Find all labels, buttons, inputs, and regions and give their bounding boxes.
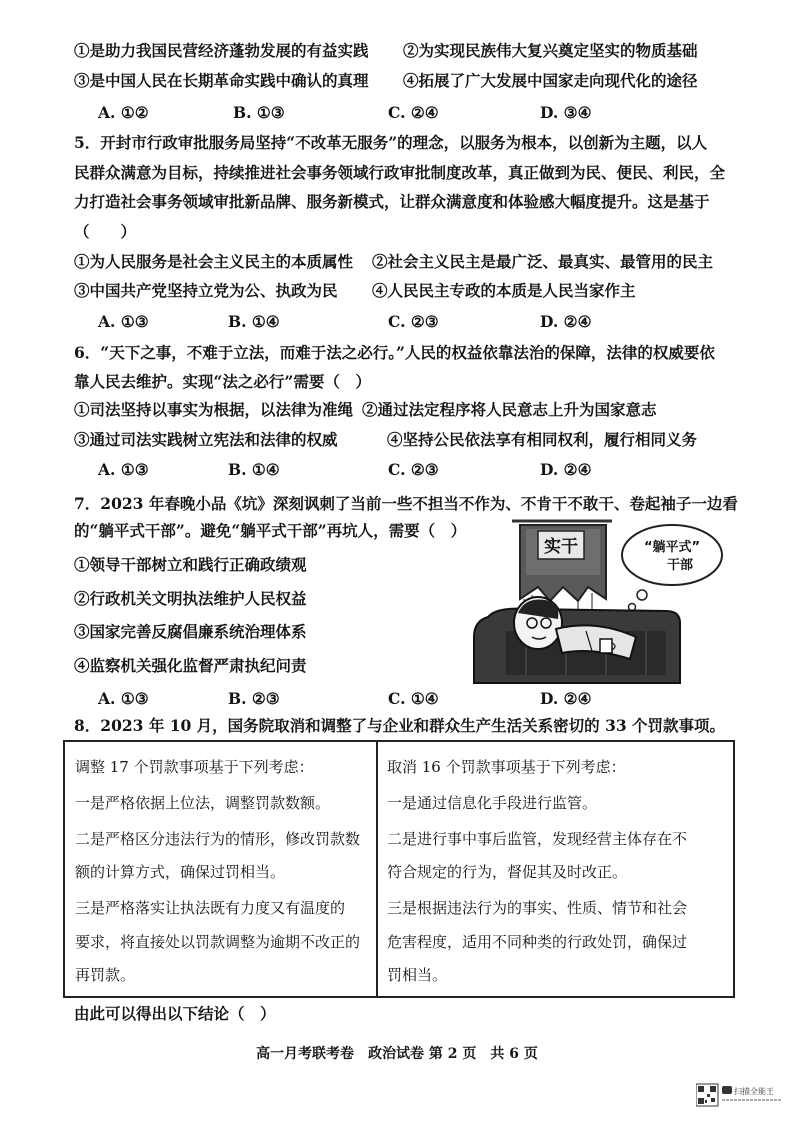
cartoon-lying-flat-cadre — [466, 519, 724, 687]
cartoon-bubble-line2: 干部 — [666, 558, 694, 573]
answer-a[interactable]: A. ①③ — [98, 460, 149, 479]
q7-option-4: ④监察机关强化监督严肃执纪问责 — [74, 656, 307, 675]
answer-b[interactable]: B. ①③ — [233, 103, 285, 122]
answer-b[interactable]: B. ②③ — [228, 689, 280, 708]
answer-c[interactable]: C. ②④ — [388, 103, 439, 122]
q8-stem-line1: 8．2023 年 10 月，国务院取消和调整了与企业和群众生产生活关系密切的 33 个罚款事项。 — [74, 716, 726, 735]
answer-d[interactable]: D. ②④ — [540, 460, 592, 479]
table-left-line: 二是严格区分违法行为的情形，修改罚款数 — [75, 830, 361, 848]
answer-d[interactable]: D. ③④ — [540, 103, 592, 122]
q5-option-3: ③中国共产党坚持立党为公、执政为民 — [74, 281, 338, 300]
q6-stem-line2: 靠人民去维护。实现“法之必行”需要（ ） — [74, 372, 371, 391]
scanner-watermark — [696, 1082, 786, 1110]
cartoon-bubble-line1: “躺平式” — [643, 540, 701, 555]
answer-d[interactable]: D. ②④ — [540, 312, 592, 331]
q4-option-1: ①是助力我国民营经济蓬勃发展的有益实践 — [74, 41, 369, 60]
table-right-line: 二是进行事中事后监管，发现经营主体存在不 — [387, 830, 688, 848]
answer-b[interactable]: B. ①④ — [228, 312, 280, 331]
table-left-line: 一是严格依据上位法，调整罚款数额。 — [75, 794, 331, 812]
q8-conclusion: 由此可以得出以下结论（ ） — [74, 1004, 276, 1023]
table-right-line: 符合规定的行为，督促其及时改正。 — [387, 863, 628, 881]
q6-option-1: ①司法坚持以事实为根据，以法律为准绳 — [74, 400, 354, 419]
q4-option-4: ④拓展了广大发展中国家走向现代化的途径 — [403, 71, 698, 90]
watermark-text: 扫描全能王 — [734, 1087, 774, 1096]
q8-table — [63, 740, 735, 998]
table-left-line: 三是严格落实让执法既有力度又有温度的 — [75, 899, 346, 917]
answer-c[interactable]: C. ①④ — [388, 689, 439, 708]
answer-c[interactable]: C. ②③ — [388, 460, 439, 479]
q5-option-2: ②社会主义民主是最广泛、最真实、最管用的民主 — [372, 252, 714, 271]
q7-stem-line1: 7．2023 年春晚小品《坑》深刻讽刺了当前一些不担当不作为、不肯干不敢干、卷起袖子一边看 — [74, 494, 738, 513]
answer-b[interactable]: B. ①④ — [228, 460, 280, 479]
q6-option-4: ④坚持公民依法享有相同权利，履行相同义务 — [387, 430, 698, 449]
q5-option-4: ④人民民主专政的本质是人民当家作主 — [372, 281, 636, 300]
cartoon-banner-text: 实干 — [544, 537, 578, 557]
q5-stem-line3: 力打造社会事务领域审批新品牌、服务新模式，让群众满意度和体验感大幅度提升。这是基于 — [74, 192, 710, 211]
answer-d[interactable]: D. ②④ — [540, 689, 592, 708]
page-footer: 高一月考联考卷 政治试卷 第 2 页 共 6 页 — [256, 1046, 538, 1062]
q6-option-3: ③通过司法实践树立宪法和法律的权威 — [74, 430, 338, 449]
q5-stem-line2: 民群众满意为目标，持续推进社会事务领域行政审批制度改革，真正做到为民、便民、利民，全 — [74, 163, 726, 182]
table-right-line: 一是通过信息化手段进行监管。 — [387, 794, 598, 812]
q7-stem-line2: 的“躺平式干部”。避免“躺平式干部”再坑人，需要（ ） — [74, 521, 467, 540]
q5-stem-line1: 5．开封市行政审批服务局坚持“不改革无服务”的理念，以服务为根本，以创新为主题，以人 — [74, 133, 708, 152]
table-left-line: 再罚款。 — [75, 966, 136, 984]
answer-c[interactable]: C. ②③ — [388, 312, 439, 331]
q7-option-1: ①领导干部树立和践行正确政绩观 — [74, 555, 307, 574]
table-right-line: 危害程度，适用不同种类的行政处罚，确保过 — [387, 933, 688, 951]
q4-option-2: ②为实现民族伟大复兴奠定坚实的物质基础 — [403, 41, 698, 60]
q6-stem-line1: 6．“天下之事，不难于立法，而难于法之必行。”人民的权益依靠法治的保障，法律的权威要依 — [74, 343, 715, 362]
table-right-line: 取消 16 个罚款事项基于下列考虑： — [387, 758, 626, 776]
table-left-line: 调整 17 个罚款事项基于下列考虑： — [75, 758, 314, 776]
answer-a[interactable]: A. ①③ — [98, 689, 149, 708]
q5-stem-line4: （ ） — [74, 222, 137, 241]
table-left-line: 额的计算方式，确保过罚相当。 — [75, 863, 286, 881]
table-left-line: 要求，将直接处以罚款调整为逾期不改正的 — [75, 933, 361, 951]
table-right-line: 三是根据违法行为的事实、性质、情节和社会 — [387, 899, 688, 917]
q4-option-3: ③是中国人民在长期革命实践中确认的真理 — [74, 71, 369, 90]
q6-option-2: ②通过法定程序将人民意志上升为国家意志 — [362, 400, 657, 419]
q7-option-2: ②行政机关文明执法维护人民权益 — [74, 589, 307, 608]
q5-option-1: ①为人民服务是社会主义民主的本质属性 — [74, 252, 354, 271]
q7-option-3: ③国家完善反腐倡廉系统治理体系 — [74, 622, 307, 641]
table-divider — [376, 742, 378, 996]
table-right-line: 罚相当。 — [387, 966, 448, 984]
answer-a[interactable]: A. ①③ — [98, 312, 149, 331]
answer-a[interactable]: A. ①② — [98, 103, 149, 122]
